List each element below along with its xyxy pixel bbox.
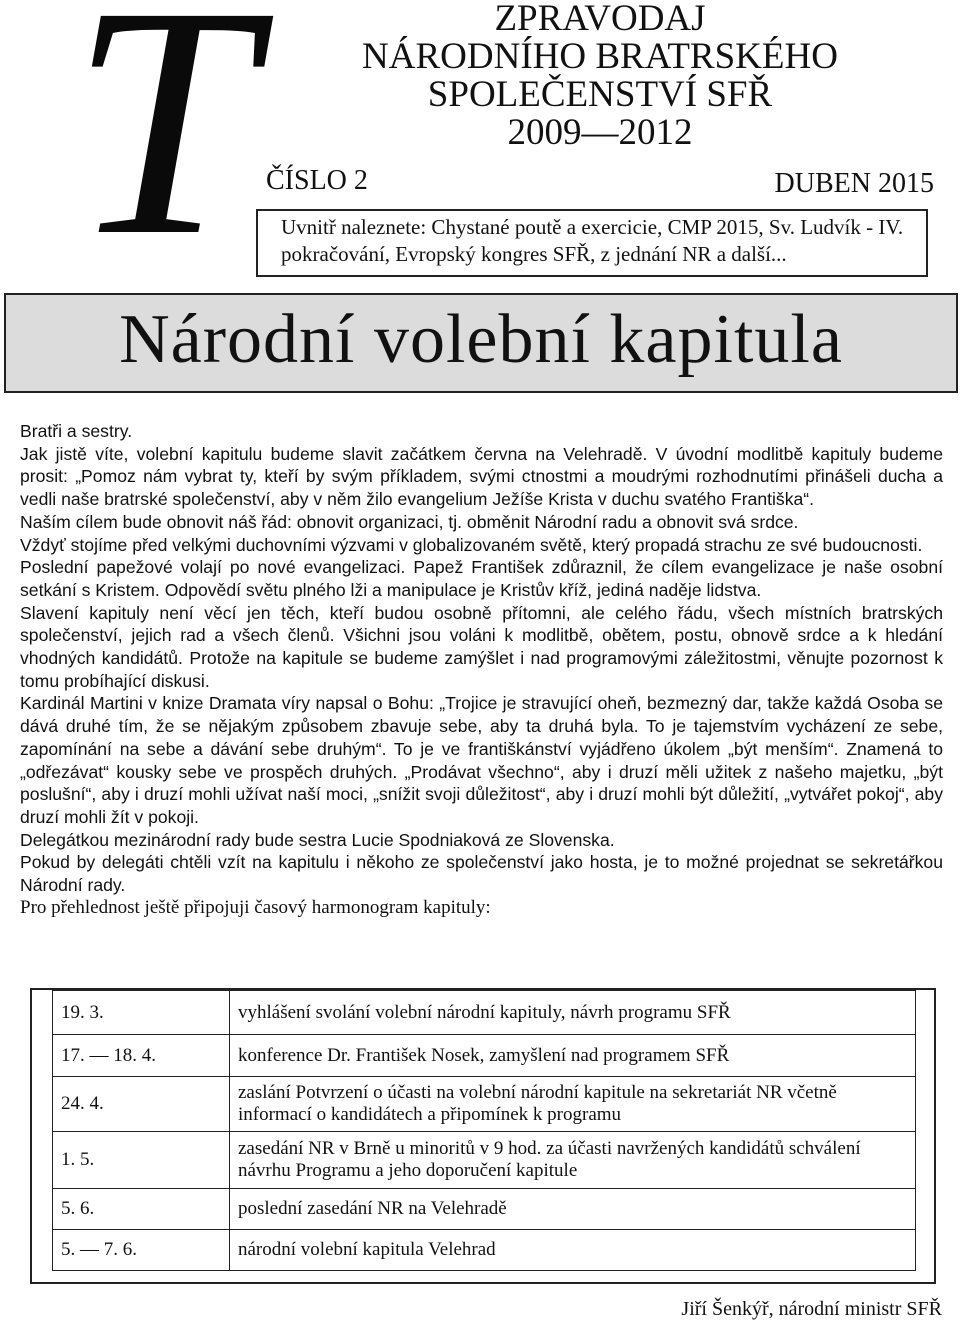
schedule-event: zasedání NR v Brně u minoritů v 9 hod. za účasti navržených kandidátů schválení návrhu Programu a jeho doporučení kapitule (230, 1132, 916, 1189)
article-body (20, 420, 943, 919)
schedule-event: konference Dr. František Nosek, zamyšlení nad programem SFŘ (230, 1035, 916, 1077)
schedule-date: 24. 4. (53, 1077, 230, 1132)
article-banner-title: Národní volební kapitula (4, 293, 958, 393)
issue-number: ČÍSLO 2 (266, 165, 368, 196)
author-signature: Jiří Šenkýř, národní ministr SFŘ (681, 1298, 942, 1320)
article-paragraph: Kardinál Martini v knize Dramata víry napsal o Bohu: „Trojice je stravující oheň, bezmezný dar, takže každá Osoba se dává druhé tím, že se nějakým způsobem zbavuje sebe, aby ta druhá byla. To je tajemstvím vycházení ze sebe, zapomínání na sebe a dávání sebe druhým“. To je ve františkánství vyjádřeno úkolem „být menším“. Znamená to „odřezávat“ kousky sebe ve prospěch druhých. „Prodávat všechno“, aby i druzí měli užitek z našeho majetku, „být poslušní“, aby i druzí mohli užívat naší moci, „snížit svoji důležitost“, aby i druzí mohli být důležití, „vytvářet pokoj“, aby druzí mohli žít v pokoji. (20, 693, 943, 827)
table-row (53, 1132, 916, 1189)
schedule-box (30, 988, 936, 1284)
schedule-date: 1. 5. (53, 1132, 230, 1189)
table-row (53, 991, 916, 1035)
title-line-3: SPOLEČENSTVÍ SFŘ (427, 74, 773, 115)
masthead-title (320, 0, 880, 152)
article-paragraph: Bratři a sestry. (20, 421, 133, 441)
issue-date: DUBEN 2015 (774, 168, 934, 199)
title-line-4: 2009—2012 (507, 112, 693, 153)
schedule-event: vyhlášení svolání volební národní kapituly, návrh programu SFŘ (230, 991, 916, 1035)
article-paragraph: Slavení kapituly není věcí jen těch, kteří budou osobně přítomni, ale celého řádu, všech místních bratrských společenství, jejich rad a všech členů. Všichni jsou voláni k modlitbě, obětem, postu, obnově srdce a k hledání vhodných kandidátů. Protože na kapitule se budeme zamýšlet i nad programovými záležitostmi, věnujte pozornost k tomu probíhající diskusi. (20, 602, 943, 691)
logo-letter: T (70, 0, 254, 260)
article-paragraph: Pokud by delegáti chtěli vzít na kapitulu i někoho ze společenství jako hosta, je to možné projednat se sekretářkou Národní rady. (20, 852, 943, 896)
schedule-date: 19. 3. (53, 991, 230, 1035)
schedule-intro: Pro přehlednost ještě připojuji časový harmonogram kapituly: (20, 896, 491, 918)
schedule-event: poslední zasedání NR na Velehradě (230, 1189, 916, 1230)
article-paragraph: Delegátkou mezinárodní rady bude sestra Lucie Spodniaková ze Slovenska. (20, 829, 615, 850)
title-line-1: ZPRAVODAJ (494, 0, 706, 39)
title-line-2: NÁRODNÍHO BRATRSKÉHO (362, 36, 838, 77)
table-row (53, 1230, 916, 1271)
article-paragraph: Jak jistě víte, volební kapitulu budeme slavit začátkem června na Velehradě. V úvodní modlitbě kapituly budeme prosit: „Pomoz nám vybrat ty, kteří by svým příkladem, svými ctnostmi a moudrými rozhodnutími přinášeli ducha a vedli naše bratrské společenství, aby v něm žilo evangelium Ježíše Krista v duchu svatého Františka“. (20, 443, 943, 510)
schedule-date: 5. 6. (53, 1189, 230, 1230)
article-paragraph: Naším cílem bude obnovit náš řád: obnovit organizaci, tj. obměnit Národní radu a obnovit svá srdce. (20, 511, 799, 532)
schedule-event: národní volební kapitula Velehrad (230, 1230, 916, 1271)
schedule-table (52, 990, 916, 1271)
article-paragraph: Poslední papežové volají po nové evangelizaci. Papež František zdůraznil, že cílem evangelizace je naše osobní setkání s Kristem. Odpovědí světu plného lži a manipulace je Kristův kříž, jediná naděje lidstva. (20, 557, 943, 600)
schedule-event: zaslání Potvrzení o účasti na volební národní kapitule na sekretariát NR včetně informací o kandidátech a připomínek k programu (230, 1077, 916, 1132)
schedule-date: 5. — 7. 6. (53, 1230, 230, 1271)
table-row (53, 1077, 916, 1132)
article-paragraph: Vždyť stojíme před velkými duchovními výzvami v globalizovaném světě, který propadá strachu ze své budoucnosti. (20, 534, 923, 555)
table-row (53, 1189, 916, 1230)
table-row (53, 1035, 916, 1077)
schedule-date: 17. — 18. 4. (53, 1035, 230, 1077)
inside-contents-box: Uvnitř naleznete: Chystané poutě a exercicie, CMP 2015, Sv. Ludvík - IV. pokračování, Evropský kongres SFŘ, z jednání NR a další... (256, 209, 928, 277)
